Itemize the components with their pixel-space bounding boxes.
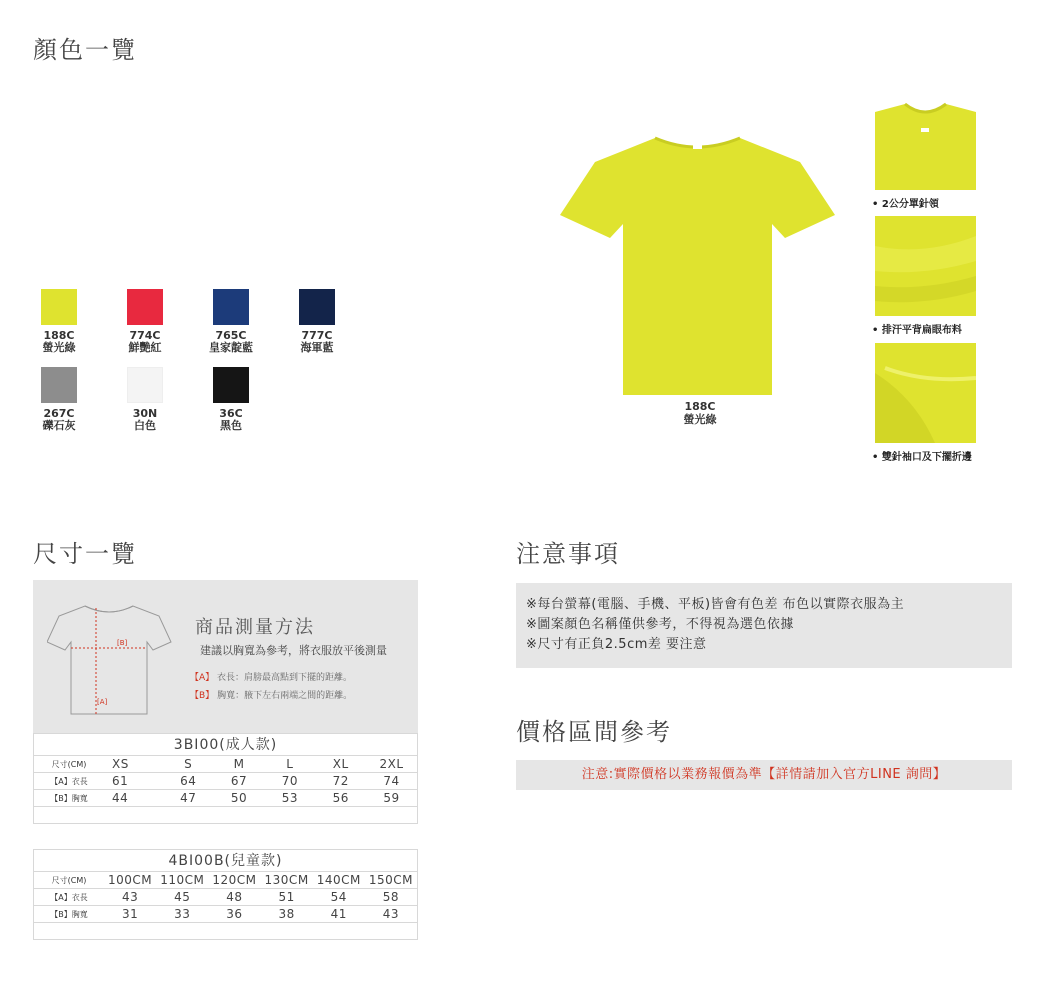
- color-swatch-item: [191, 367, 271, 432]
- color-swatch: [41, 289, 77, 325]
- measure-b-line: [190, 688, 352, 701]
- table-cell: 67: [230, 774, 248, 788]
- color-name: 鮮艷紅: [128, 341, 162, 354]
- measure-b-tag: 【B】: [190, 691, 215, 701]
- color-code: 765C: [215, 329, 247, 342]
- color-code: 188C: [43, 329, 75, 342]
- color-swatch: [127, 367, 163, 403]
- detail-fabric-caption: • 排汗平背扁眼布料: [872, 325, 962, 336]
- main-product-caption: [660, 400, 740, 426]
- table-cell: 43: [382, 907, 400, 921]
- measure-b-text: 胸寬：腋下左右兩端之間的距離。: [217, 691, 353, 701]
- adult-header-row: [34, 756, 417, 773]
- color-code: 774C: [129, 329, 161, 342]
- color-swatch: [213, 289, 249, 325]
- color-name: 皇家靛藍: [209, 341, 253, 354]
- measure-a-line: [190, 670, 352, 683]
- table-cell: 58: [382, 890, 400, 904]
- adult-size-m: M: [233, 757, 245, 771]
- detail-fabric-image: [875, 216, 976, 316]
- color-name: 礫石灰: [42, 419, 76, 432]
- note-line: ※尺寸有正負2.5cm差 要注意: [526, 637, 707, 652]
- table-cell: 47: [180, 791, 197, 805]
- measure-subtitle: 建議以胸寬為參考，將衣服放平後測量: [200, 644, 387, 657]
- measure-a-tag: 【A】: [190, 673, 215, 683]
- tshirt-shape: [560, 138, 835, 395]
- color-name: 螢光綠: [42, 341, 76, 354]
- kids-row-b: [34, 906, 417, 923]
- table-cell: 74: [383, 774, 400, 788]
- kids-size-120: 120CM: [212, 873, 257, 887]
- note-line: ※圖案顏色名稱僅供參考，不得視為選色依據: [526, 617, 794, 632]
- color-swatch-item: [105, 289, 185, 354]
- measure-title: 商品測量方法: [195, 617, 315, 638]
- colors-heading: 顏色一覽: [33, 36, 137, 64]
- adult-row-a: [34, 773, 417, 790]
- color-code: 30N: [132, 407, 158, 420]
- table-cell: 72: [332, 774, 349, 788]
- table-cell: 44: [112, 791, 129, 805]
- kids-header-row: [34, 872, 417, 889]
- table-cell: 48: [226, 890, 243, 904]
- table-cell: 51: [278, 890, 295, 904]
- table-cell: 31: [121, 907, 139, 921]
- kids-size-150: 150CM: [368, 873, 414, 887]
- color-swatch-item: [19, 289, 99, 354]
- color-swatch: [127, 289, 163, 325]
- color-swatch: [41, 367, 77, 403]
- color-swatch: [213, 367, 249, 403]
- main-product-code: 188C: [684, 400, 716, 413]
- notes-heading: 注意事項: [516, 540, 620, 568]
- adult-row-b-label: 【B】胸寬: [50, 793, 88, 803]
- adult-size-xs: XS: [112, 757, 129, 771]
- adult-empty-row: [34, 807, 417, 823]
- kids-size-110: 110CM: [160, 873, 205, 887]
- kids-header-label: 尺寸(CM): [51, 875, 87, 885]
- table-cell: 56: [332, 791, 349, 805]
- table-cell: 38: [278, 907, 295, 921]
- color-swatch-item: [19, 367, 99, 432]
- table-cell: 33: [174, 907, 191, 921]
- color-name: 黑色: [220, 419, 242, 432]
- adult-row-a-label: 【A】衣長: [50, 776, 88, 786]
- kids-size-140: 140CM: [316, 873, 361, 887]
- measurement-guide: [33, 580, 418, 733]
- measurement-diagram: [47, 602, 172, 718]
- detail-hem-caption: • 雙針袖口及下擺折邊: [872, 452, 972, 463]
- color-swatch-item: [105, 367, 185, 432]
- adult-size-xl: XL: [332, 757, 349, 771]
- adult-table-title: 3BI00(成人款): [34, 734, 417, 756]
- kids-row-b-label: 【B】胸寬: [50, 909, 88, 919]
- color-code: 267C: [43, 407, 75, 420]
- sizes-heading: 尺寸一覽: [33, 540, 137, 568]
- kids-row-a: [34, 889, 417, 906]
- color-swatch-item: [191, 289, 271, 354]
- adult-size-table: [33, 733, 418, 824]
- adult-row-b: [34, 790, 417, 807]
- table-cell: 45: [174, 890, 191, 904]
- adult-size-2xl: 2XL: [379, 757, 404, 771]
- color-name: 海軍藍: [300, 341, 334, 354]
- adult-header-label: 尺寸(CM): [51, 759, 87, 769]
- main-product-image: [560, 120, 835, 395]
- color-swatch: [299, 289, 335, 325]
- table-cell: 70: [281, 774, 299, 788]
- color-code: 36C: [219, 407, 243, 420]
- color-code: 777C: [301, 329, 333, 342]
- table-cell: 64: [180, 774, 197, 788]
- table-cell: 50: [230, 791, 248, 805]
- color-name: 白色: [134, 419, 156, 432]
- adult-size-s: S: [184, 757, 193, 771]
- table-cell: 54: [330, 890, 347, 904]
- diagram-label-b: [B]: [117, 639, 128, 647]
- table-cell: 61: [112, 774, 129, 788]
- note-line: ※每台螢幕(電腦、手機、平板)皆會有色差 布色以實際衣服為主: [526, 597, 905, 612]
- diagram-label-a: [A]: [97, 698, 108, 706]
- main-product-name: 螢光綠: [683, 413, 717, 426]
- table-cell: 36: [226, 907, 243, 921]
- kids-empty-row: [34, 923, 417, 939]
- kids-size-130: 130CM: [264, 873, 309, 887]
- kids-table-title: 4BI00B(兒童款): [34, 850, 417, 872]
- detail-collar-caption: • 2公分單針領: [872, 199, 939, 210]
- kids-size-100: 100CM: [108, 873, 153, 887]
- color-swatch-item: [277, 289, 357, 354]
- kids-size-table: [33, 849, 418, 940]
- table-cell: 43: [121, 890, 139, 904]
- measure-a-text: 衣長：肩膀最高點到下擺的距離。: [217, 673, 353, 683]
- price-heading: 價格區間參考: [516, 718, 672, 746]
- table-cell: 41: [330, 907, 347, 921]
- detail-collar-image: [875, 90, 976, 190]
- detail-hem-image: [875, 343, 976, 443]
- price-note: 注意:實際價格以業務報價為準【詳情請加入官方LINE 詢問】: [516, 760, 1012, 790]
- notes-box: [516, 583, 1012, 668]
- table-cell: 53: [281, 791, 299, 805]
- adult-size-l: L: [286, 757, 294, 771]
- kids-row-a-label: 【A】衣長: [50, 892, 88, 902]
- table-cell: 59: [383, 791, 400, 805]
